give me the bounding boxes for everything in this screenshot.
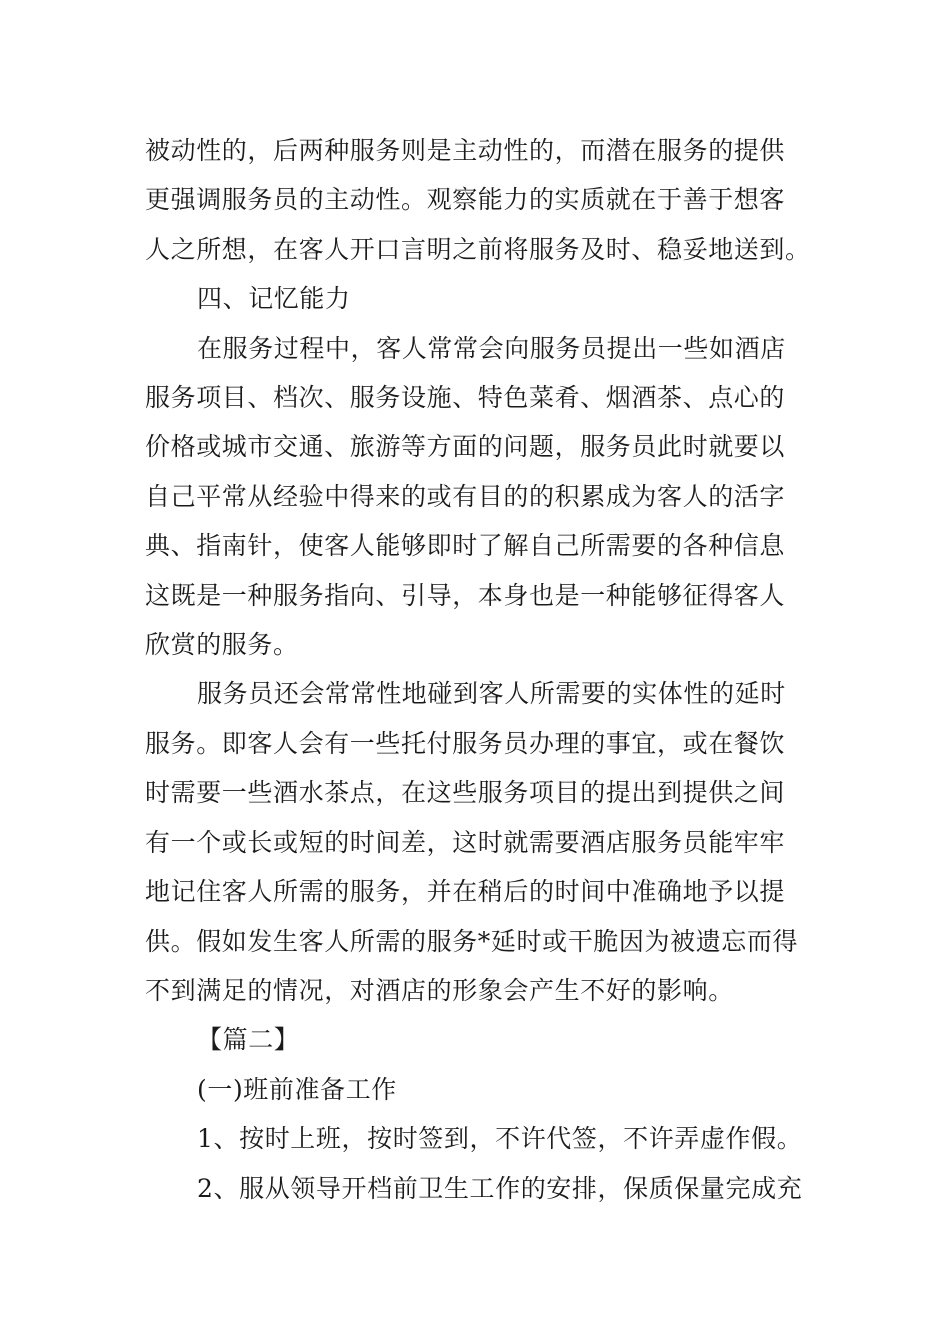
paragraph-memory-ability-2 [145,669,815,1015]
text-line: 时需要一些酒水茶点，在这些服务项目的提出到提供之间 [145,778,786,808]
list-item-2 [145,1164,815,1213]
section-heading-part-two [145,1015,815,1064]
text-line: 服务员还会常常性地碰到客人所需要的实体性的延时 [197,679,786,709]
document-body [145,126,815,1213]
text-line: 在服务过程中，客人常常会向服务员提出一些如酒店 [197,333,786,363]
text-line: 这既是一种服务指向、引导，本身也是一种能够征得客人 [145,580,786,610]
text-line: 四、记忆能力 [197,284,351,314]
text-line: 人之所想，在客人开口言明之前将服务及时、稳妥地送到。 [145,234,811,264]
text-line: 不到满足的情况，对酒店的形象会产生不好的影响。 [145,975,734,1005]
text-line: 典、指南针，使客人能够即时了解自己所需要的各种信息 [145,531,786,561]
text-line: 服务。即客人会有一些托付服务员办理的事宜，或在餐饮 [145,728,786,758]
section-heading-memory-ability [145,274,815,323]
text-line: 供。假如发生客人所需的服务*延时或干脆因为被遗忘而得 [145,926,799,956]
text-line: (一)班前准备工作 [197,1074,397,1104]
text-line: 有一个或长或短的时间差，这时就需要酒店服务员能牢牢 [145,827,786,857]
text-line: 自己平常从经验中得来的或有目的的积累成为客人的活字 [145,481,786,511]
subsection-heading-pre-shift-preparation [145,1065,815,1114]
list-item-1 [145,1114,815,1163]
text-line: 更强调服务员的主动性。观察能力的实质就在于善于想客 [145,185,786,215]
text-line: 1、按时上班，按时签到，不许代签，不许弄虚作假。 [197,1124,803,1154]
text-line: 2、服从领导开档前卫生工作的安排，保质保量完成充 [197,1173,803,1203]
paragraph-observation-ability-end [145,126,815,274]
text-line: 被动性的，后两种服务则是主动性的，而潜在服务的提供 [145,136,786,165]
text-line: 地记住客人所需的服务，并在稍后的时间中准确地予以提 [145,877,786,907]
text-line: 价格或城市交通、旅游等方面的问题，服务员此时就要以 [145,432,786,462]
paragraph-memory-ability-1 [145,324,815,670]
text-line: 【篇二】 [197,1025,300,1055]
text-line: 服务项目、档次、服务设施、特色菜肴、烟酒茶、点心的 [145,383,786,413]
text-line: 欣赏的服务。 [145,630,299,660]
